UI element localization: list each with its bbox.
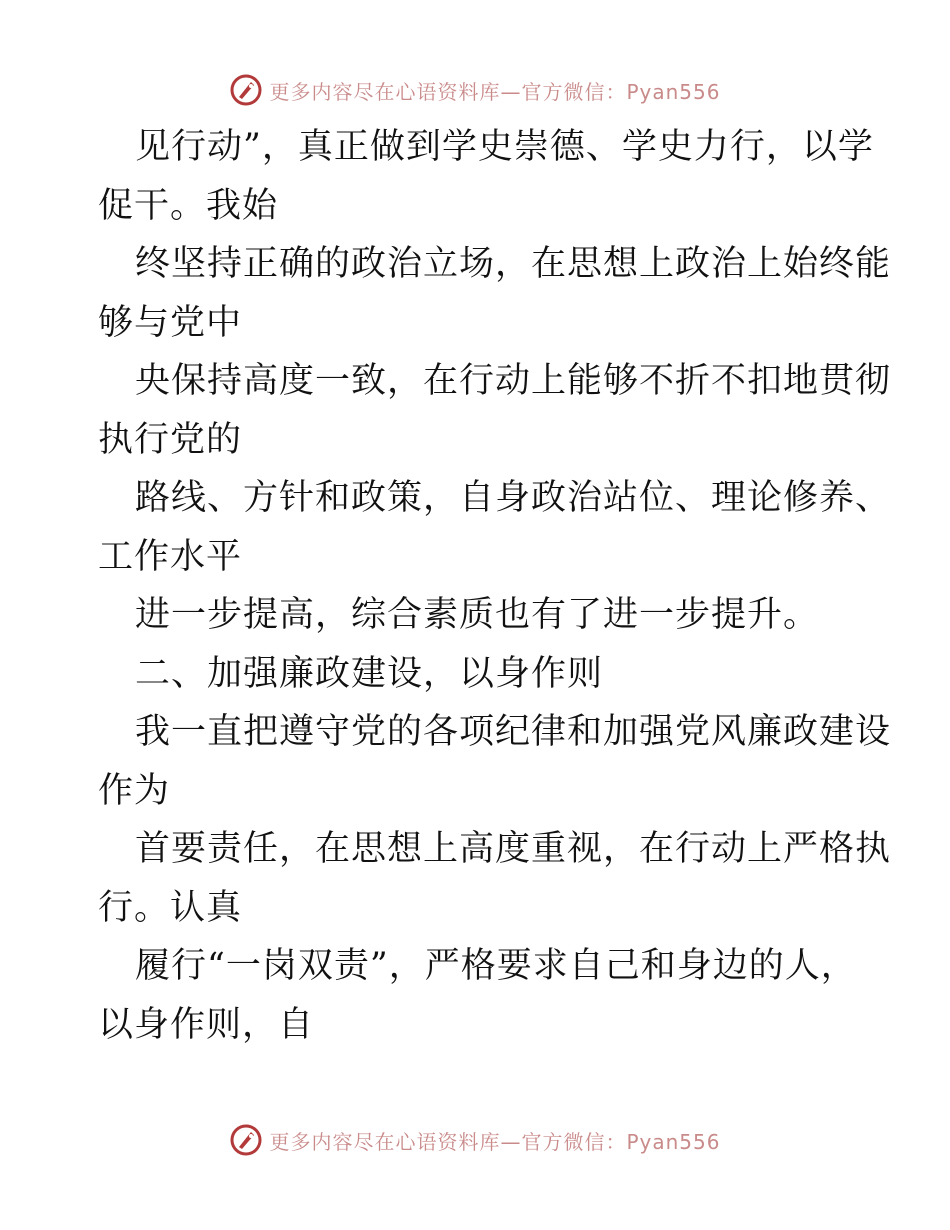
text-line: 执行党的 — [98, 419, 243, 460]
pen-nib-logo-icon — [229, 1123, 263, 1157]
document-body — [98, 118, 892, 1054]
text-line: 够与党中 — [98, 302, 243, 343]
text-line: 履行“一岗双责”，严格要求自己和身边的人， — [135, 946, 857, 986]
text-line: 工作水平 — [98, 536, 243, 577]
pen-nib-logo-icon — [229, 73, 263, 107]
text-line: 进一步提高，综合素质也有了进一步提升。 — [135, 595, 820, 635]
text-line: 以身作则，自 — [98, 1004, 315, 1045]
text-line: 作为 — [98, 770, 171, 811]
text-line: 二、加强廉政建设，以身作则 — [135, 653, 604, 694]
text-line: 见行动”，真正做到学史崇德、学史力行，以学 — [135, 127, 874, 167]
text-line: 我一直把遵守党的各项纪律和加强党风廉政建设 — [135, 712, 892, 752]
text-line: 促干。我始 — [98, 185, 279, 226]
header-watermark — [0, 70, 950, 110]
text-line: 首要责任，在思想上高度重视，在行动上严格执 — [135, 829, 892, 869]
text-line: 行。认真 — [98, 887, 243, 928]
watermark-text: 更多内容尽在心语资料库—官方微信：Pyan556 — [269, 1129, 721, 1154]
text-line: 路线、方针和政策，自身政治站位、理论修养、 — [135, 478, 892, 518]
text-line: 央保持高度一致，在行动上能够不折不扣地贯彻 — [135, 361, 892, 401]
footer-watermark — [0, 1120, 950, 1160]
watermark-text: 更多内容尽在心语资料库—官方微信：Pyan556 — [269, 79, 721, 104]
text-line: 终坚持正确的政治立场，在思想上政治上始终能 — [135, 244, 892, 284]
